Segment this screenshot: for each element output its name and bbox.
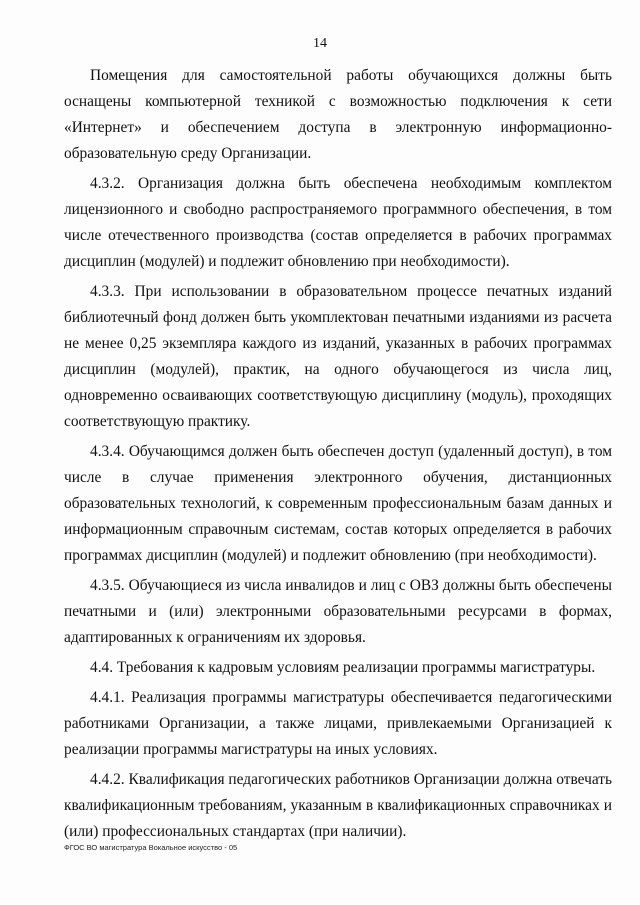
paragraph-4-4-2: 4.4.2. Квалификация педагогических работников Организации должна отвечать квалификационным требованиям, указанным в квалификационных справочниках и (или) профессиональных стандартах (при наличии). (64, 771, 612, 840)
paragraph-4-3-5: 4.3.5. Обучающиеся из числа инвалидов и лиц с ОВЗ должны быть обеспечены печатными и (или) электронными образовательными ресурсами в формах, адаптированных к ограничениям их здоровья. (64, 577, 612, 646)
paragraph-4-4: 4.4. Требования к кадровым условиям реализации программы магистратуры. (90, 659, 596, 676)
page-number: 14 (313, 36, 327, 51)
paragraph-4-3-2: 4.3.2. Организация должна быть обеспечена необходимым комплектом лицензионного и свободно распространяемого программного обеспечения, в том числе отечественного производства (состав определяется в рабочих программах дисциплин (модулей) и подлежит обновлению при необходимости). (64, 175, 612, 270)
paragraph-premises: Помещения для самостоятельной работы обучающихся должны быть оснащены компьютерной техникой с возможностью подключения к сети «Интернет» и обеспечением доступа в электронную информационно-образовательную среду Организации. (64, 67, 612, 162)
paragraph-4-3-4: 4.3.4. Обучающимся должен быть обеспечен доступ (удаленный доступ), в том числе в случае применения электронного обучения, дистанционных образовательных технологий, к современным профессиональным базам данных и информационным справочным системам, состав которых определяется в рабочих программах дисциплин (модулей) и подлежит обновлению (при необходимости). (64, 443, 612, 564)
paragraph-4-4-1: 4.4.1. Реализация программы магистратуры обеспечивается педагогическими работниками Организации, а также лицами, привлекаемыми Организацией к реализации программы магистратуры на иных условиях. (64, 689, 612, 758)
document-footer: ФГОС ВО магистратура Вокальное искусство - 05 (64, 843, 238, 852)
document-body (64, 63, 612, 849)
paragraph-4-3-3: 4.3.3. При использовании в образовательном процессе печатных изданий библиотечный фонд должен быть укомплектован печатными изданиями из расчета не менее 0,25 экземпляра каждого из изданий, указанных в рабочих программах дисциплин (модулей), практик, на одного обучающегося из числа лиц, одновременно осваивающих соответствующую дисциплину (модуль), проходящих соответствующую практику. (64, 283, 612, 430)
